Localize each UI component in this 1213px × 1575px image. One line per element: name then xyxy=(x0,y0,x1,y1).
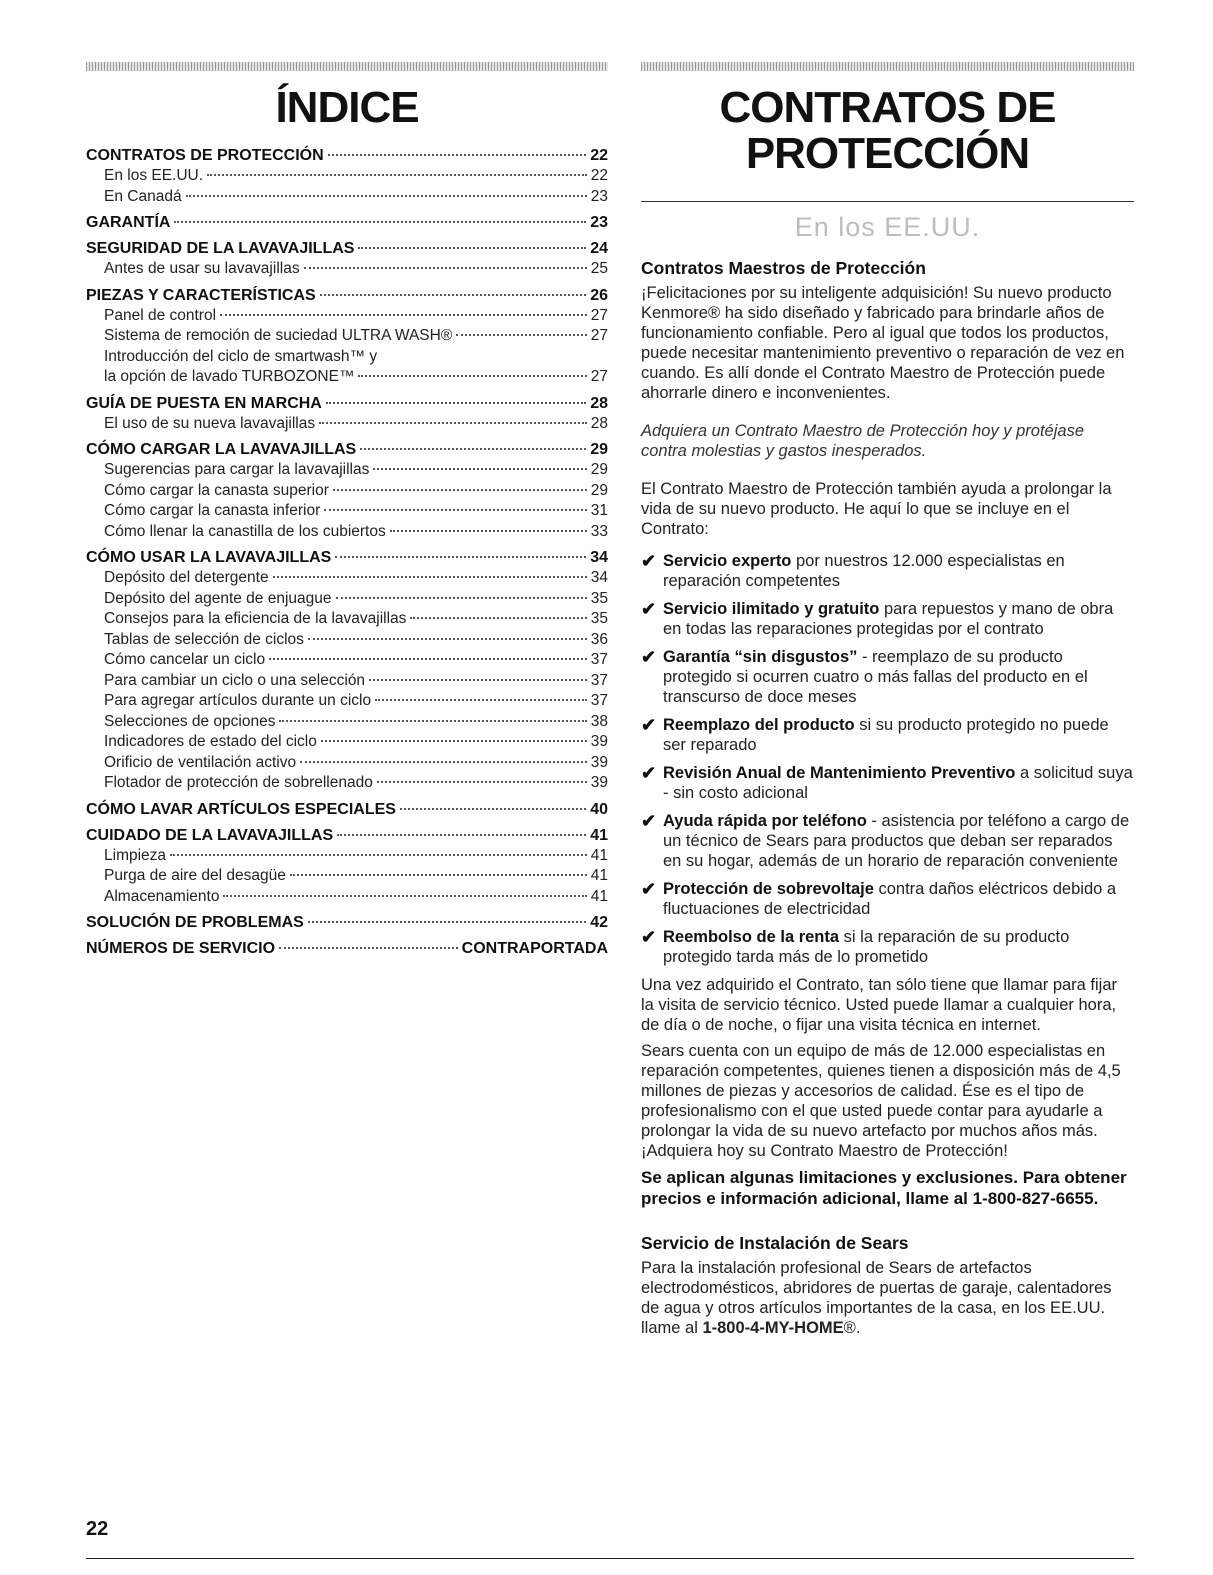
install-heading: Servicio de Instalación de Sears xyxy=(641,1233,909,1253)
toc-entry xyxy=(86,712,608,733)
toc-entry xyxy=(86,414,608,435)
after-paragraph-1: Una vez adquirido el Contrato, tan sólo tiene que llamar para fijar la visita de servicio técnico. Usted puede llamar a cualquier hora, de día o de noche, o fijar una visita técnica en internet. xyxy=(641,976,1118,1034)
toc-leader-dots xyxy=(223,895,586,897)
toc-entry-label: CUIDADO DE LA LAVAVAJILLAS xyxy=(86,826,334,844)
toc-entry-label: Introducción del ciclo de smartwash™ y xyxy=(104,347,378,365)
toc-entry-label: CÓMO USAR LA LAVAVAJILLAS xyxy=(86,549,332,566)
toc-leader-dots xyxy=(360,448,586,450)
install-paragraph xyxy=(641,1258,1134,1338)
toc-entry-label: Para agregar artículos durante un ciclo xyxy=(104,692,372,709)
benefit-text xyxy=(663,811,1134,871)
benefit-description: si su producto protegido no puede ser reparado xyxy=(663,716,1109,754)
toc-entry-label: Flotador de protección de sobrellenado xyxy=(104,774,373,791)
benefit-description: - asistencia por teléfono a cargo de un técnico de Sears para productos que deban ser reparados en su hogar, además de un horario de reparación conveniente xyxy=(663,812,1130,870)
header-band xyxy=(86,62,608,71)
toc-entry-page: 26 xyxy=(590,286,608,304)
benefit-text xyxy=(663,927,1134,967)
toc-leader-dots xyxy=(400,808,586,810)
benefit-text xyxy=(663,763,1134,803)
benefit-item xyxy=(641,715,1134,755)
toc-entry-page: 23 xyxy=(590,214,608,231)
toc-entry-page: 31 xyxy=(590,502,608,519)
benefit-title: Ayuda rápida por teléfono xyxy=(663,812,867,830)
toc-entry-page: 29 xyxy=(590,461,608,478)
toc-leader-dots xyxy=(377,781,587,783)
intro-paragraph: ¡Felicitaciones por su inteligente adquisición! Su nuevo producto Kenmore® ha sido diseñado y fabricado para brindarle años de funcionamiento confiable. Pero al igual que todos los productos, puede necesitar mantenimiento preventivo o reparación de vez en cuando. Es allí donde el Contrato Maestro de Protección puede ahorrarle dinero e inconvenientes. xyxy=(641,284,1125,402)
checkmark-icon: ✔ xyxy=(641,599,657,619)
toc-entry xyxy=(86,912,608,933)
toc-leader-dots xyxy=(300,761,587,763)
toc-leader-dots xyxy=(279,720,586,722)
toc-leader-dots xyxy=(279,947,458,949)
toc-entry-page: 39 xyxy=(590,733,608,750)
toc-entry-page: 34 xyxy=(590,549,608,566)
toc-entry-page: 29 xyxy=(590,441,608,458)
toc-entry-label: Sugerencias para cargar la lavavajillas xyxy=(104,461,370,478)
toc-leader-dots xyxy=(273,576,587,578)
toc-entry-label: PIEZAS Y CARACTERÍSTICAS xyxy=(86,286,316,304)
toc-entry-page: 37 xyxy=(590,651,608,668)
benefit-text xyxy=(663,647,1134,707)
toc-leader-dots xyxy=(290,874,587,876)
toc-entry-label: Depósito del agente de enjuague xyxy=(104,589,332,607)
benefit-description: - reemplazo de su producto protegido si ocurren cuatro o más fallas del producto en el transcurso de doce meses xyxy=(663,648,1088,706)
toc-entry xyxy=(86,938,608,959)
toc-leader-dots xyxy=(337,834,586,836)
toc-entry-page: 36 xyxy=(590,630,608,648)
toc-entry xyxy=(86,825,608,846)
toc-entry xyxy=(86,846,608,867)
install-text: Para la instalación profesional de Sears de artefactos electrodomésticos, abridores de puertas de garaje, calentadores de agua y otros artículos importantes de la casa, en los EE.UU. llame al xyxy=(641,1259,1112,1337)
toc-entry-page: 41 xyxy=(590,887,608,905)
toc-entry xyxy=(86,671,608,692)
toc-leader-dots xyxy=(324,509,587,511)
toc-leader-dots xyxy=(390,530,587,532)
toc-leader-dots xyxy=(174,221,586,223)
toc-leader-dots xyxy=(308,638,587,640)
toc-entry xyxy=(86,166,608,187)
toc-entry-page: 28 xyxy=(590,394,608,412)
toc-entry-page: 27 xyxy=(590,306,608,324)
toc-entry-label: CÓMO CARGAR LA LAVAVAJILLAS xyxy=(86,441,357,458)
toc-entry-page: 39 xyxy=(590,753,608,771)
toc-entry-label: Panel de control xyxy=(104,306,217,324)
checkmark-icon: ✔ xyxy=(641,879,657,899)
toc-entry xyxy=(86,439,608,460)
toc-leader-dots xyxy=(335,556,586,558)
toc-entry-page: 27 xyxy=(590,327,608,344)
toc-entry xyxy=(86,326,608,347)
toc-entry-label: Tablas de selección de ciclos xyxy=(104,630,304,648)
toc-entry-page: 33 xyxy=(590,522,608,540)
benefit-item xyxy=(641,647,1134,707)
toc-leader-dots xyxy=(326,402,586,404)
toc-entry-page: 40 xyxy=(590,800,608,818)
subtitle-usa: En los EE.UU. xyxy=(794,212,981,242)
toc-entry-label: GUÍA DE PUESTA EN MARCHA xyxy=(86,394,322,412)
toc-entry-label: Cómo cancelar un ciclo xyxy=(104,651,266,668)
toc-entry-label: Cómo cargar la canasta inferior xyxy=(104,502,321,519)
checkmark-icon: ✔ xyxy=(641,551,657,571)
toc-entry-label: la opción de lavado TURBOZONE™ xyxy=(104,368,355,385)
toc-entry xyxy=(86,393,608,414)
toc-entry-page: 29 xyxy=(590,481,608,499)
section-rule xyxy=(641,201,1134,202)
benefit-item xyxy=(641,811,1134,871)
italic-paragraph: Adquiera un Contrato Maestro de Protección hoy y protéjase contra molestias y gastos inesperados. xyxy=(641,422,1085,460)
toc-leader-dots xyxy=(186,195,587,197)
toc-entry-page: 34 xyxy=(590,569,608,586)
benefit-text xyxy=(663,599,1134,639)
toc-entry-label: CÓMO LAVAR ARTÍCULOS ESPECIALES xyxy=(86,800,396,818)
toc-leader-dots xyxy=(358,247,586,249)
toc-leader-dots xyxy=(170,854,587,856)
toc-entry xyxy=(86,306,608,327)
toc-entry-label: El uso de su nueva lavavajillas xyxy=(104,414,316,432)
toc-entry-page: 27 xyxy=(590,368,608,385)
toc-leader-dots xyxy=(320,294,587,296)
toc-entry-label: Purga de aire del desagüe xyxy=(104,867,286,884)
toc-entry xyxy=(86,347,608,368)
toc-leader-dots xyxy=(319,422,587,424)
benefit-item xyxy=(641,763,1134,803)
toc-leader-dots xyxy=(207,174,587,176)
toc-entry-page: 41 xyxy=(590,826,608,844)
toc-entry-page: 39 xyxy=(590,774,608,791)
toc-entry xyxy=(86,259,608,280)
after-paragraph-2: Sears cuenta con un equipo de más de 12.000 especialistas en reparación competentes, quienes tienen a disposición más de 4,5 millones de piezas y accesorios de calidad. Ése es el tipo de profesionalismo con el que usted puede contar para ayudarle a prolongar la vida de su nuevo artefacto por muchos años más. ¡Adquiera hoy su Contrato Maestro de Protección! xyxy=(641,1042,1121,1160)
toc-entry xyxy=(86,187,608,208)
toc-entry-label: SEGURIDAD DE LA LAVAVAJILLAS xyxy=(86,240,355,257)
benefit-text xyxy=(663,715,1134,755)
toc-leader-dots xyxy=(328,154,587,156)
toc-entry-label: Almacenamiento xyxy=(104,887,220,905)
toc-entry-label: NÚMEROS DE SERVICIO xyxy=(86,940,276,957)
checkmark-icon: ✔ xyxy=(641,715,657,735)
toc-entry-label: SOLUCIÓN DE PROBLEMAS xyxy=(86,914,304,931)
toc-entry xyxy=(86,691,608,712)
toc-entry xyxy=(86,145,608,166)
toc-entry xyxy=(86,773,608,794)
title-line-2: PROTECCIÓN xyxy=(745,129,1030,178)
benefit-text xyxy=(663,879,1134,919)
toc-entry-page: 41 xyxy=(590,867,608,884)
toc-entry-label: Consejos para la eficiencia de la lavavajillas xyxy=(104,610,407,627)
page-number: 22 xyxy=(86,1518,109,1540)
title-line-1: CONTRATOS DE xyxy=(719,83,1056,132)
also-paragraph: El Contrato Maestro de Protección también ayuda a prolongar la vida de su nuevo producto. He aquí lo que se incluye en el Contrato: xyxy=(641,480,1112,538)
toc-entry-label: Sistema de remoción de suciedad ULTRA WASH® xyxy=(104,327,453,344)
toc-leader-dots xyxy=(358,375,586,377)
contracts-column xyxy=(641,62,1134,1350)
toc-entry-page: 22 xyxy=(590,167,608,184)
toc-entry-page: CONTRAPORTADA xyxy=(461,940,608,957)
checkmark-icon: ✔ xyxy=(641,647,657,667)
benefit-title: Revisión Anual de Mantenimiento Preventivo xyxy=(663,764,1016,782)
toc-entry xyxy=(86,753,608,774)
toc-entry-label: En los EE.UU. xyxy=(104,167,204,184)
toc-entry-page: 35 xyxy=(590,589,608,607)
benefit-title: Protección de sobrevoltaje xyxy=(663,880,874,898)
benefit-title: Reembolso de la renta xyxy=(663,928,840,946)
toc-leader-dots xyxy=(269,658,587,660)
benefit-description: para repuestos y mano de obra en todas las reparaciones protegidas por el contrato xyxy=(663,600,1114,638)
checkmark-icon: ✔ xyxy=(641,811,657,831)
toc-entry xyxy=(86,589,608,610)
toc-entry-label: GARANTÍA xyxy=(86,214,171,231)
toc-entry xyxy=(86,630,608,651)
toc-entry xyxy=(86,887,608,908)
toc-leader-dots xyxy=(304,267,587,269)
benefit-item xyxy=(641,927,1134,967)
benefit-list xyxy=(641,551,1134,967)
toc-entry-label: Cómo llenar la canastilla de los cubiertos xyxy=(104,522,386,540)
toc-entry-label: En Canadá xyxy=(104,187,182,205)
toc-entry-label: Indicadores de estado del ciclo xyxy=(104,733,317,750)
toc-entry xyxy=(86,732,608,753)
toc-entry-page: 25 xyxy=(590,260,608,277)
toc-entry xyxy=(86,522,608,543)
toc-entry xyxy=(86,609,608,630)
benefit-description: por nuestros 12.000 especialistas en reparación competentes xyxy=(663,552,1065,590)
toc-leader-dots xyxy=(333,489,587,491)
toc-entry-page: 37 xyxy=(590,692,608,709)
limitations-paragraph: Se aplican algunas limitaciones y exclusiones. Para obtener precios e información adicional, llame al 1-800-827-6655. xyxy=(641,1168,1127,1208)
toc-entry-label: Antes de usar su lavavajillas xyxy=(104,260,300,277)
checkmark-icon: ✔ xyxy=(641,927,657,947)
toc-title: ÍNDICE xyxy=(275,83,419,132)
toc-leader-dots xyxy=(375,699,587,701)
toc-leader-dots xyxy=(220,314,587,316)
toc-entry xyxy=(86,238,608,259)
toc-entry-label: Para cambiar un ciclo o una selección xyxy=(104,671,366,689)
toc-entry xyxy=(86,866,608,887)
toc-list xyxy=(86,145,608,959)
toc-leader-dots xyxy=(373,468,586,470)
toc-entry-label: Limpieza xyxy=(104,846,167,864)
toc-entry-label: Selecciones de opciones xyxy=(104,712,276,730)
toc-entry xyxy=(86,367,608,388)
toc-leader-dots xyxy=(456,334,586,336)
toc-leader-dots xyxy=(321,740,587,742)
master-heading: Contratos Maestros de Protección xyxy=(641,258,926,278)
toc-entry-page: 22 xyxy=(590,147,608,164)
toc-entry-label: Depósito del detergente xyxy=(104,569,269,586)
benefit-title: Servicio ilimitado y gratuito xyxy=(663,600,880,618)
benefit-title: Garantía “sin disgustos” xyxy=(663,648,858,666)
toc-entry-label: Cómo cargar la canasta superior xyxy=(104,481,329,499)
toc-entry-page: 42 xyxy=(590,914,608,931)
toc-entry xyxy=(86,481,608,502)
benefit-item xyxy=(641,879,1134,919)
benefit-title: Reemplazo del producto xyxy=(663,716,855,734)
toc-column xyxy=(86,62,608,959)
contracts-title xyxy=(641,85,1134,177)
toc-entry-page: 23 xyxy=(590,187,608,205)
benefit-text xyxy=(663,551,1134,591)
toc-entry-label: CONTRATOS DE PROTECCIÓN xyxy=(86,147,324,164)
install-suffix: ®. xyxy=(843,1319,861,1337)
benefit-item xyxy=(641,599,1134,639)
toc-entry xyxy=(86,285,608,306)
benefit-description: a solicitud suya - sin costo adicional xyxy=(663,764,1133,802)
toc-entry-page: 28 xyxy=(590,414,608,432)
install-phone: 1-800-4-MY-HOME xyxy=(702,1319,844,1337)
benefit-title: Servicio experto xyxy=(663,552,792,570)
toc-leader-dots xyxy=(336,597,587,599)
checkmark-icon: ✔ xyxy=(641,763,657,783)
toc-leader-dots xyxy=(308,921,586,923)
toc-entry-label: Orificio de ventilación activo xyxy=(104,753,297,771)
toc-leader-dots xyxy=(410,617,586,619)
toc-entry-page: 35 xyxy=(590,610,608,627)
benefit-item xyxy=(641,551,1134,591)
toc-entry xyxy=(86,799,608,820)
benefit-description: contra daños eléctricos debido a fluctuaciones de electricidad xyxy=(663,880,1117,918)
toc-entry-page: 41 xyxy=(590,846,608,864)
toc-entry xyxy=(86,547,608,568)
footer-rule xyxy=(86,1558,1134,1559)
header-band xyxy=(641,62,1134,71)
toc-entry xyxy=(86,501,608,522)
benefit-description: si la reparación de su producto protegido tarda más de lo prometido xyxy=(663,928,1070,966)
toc-entry xyxy=(86,650,608,671)
toc-entry-page: 38 xyxy=(590,712,608,730)
toc-leader-dots xyxy=(369,679,587,681)
toc-entry-page: 24 xyxy=(590,240,608,257)
toc-entry xyxy=(86,212,608,233)
toc-entry-page: 37 xyxy=(590,671,608,689)
toc-entry xyxy=(86,568,608,589)
toc-entry xyxy=(86,460,608,481)
